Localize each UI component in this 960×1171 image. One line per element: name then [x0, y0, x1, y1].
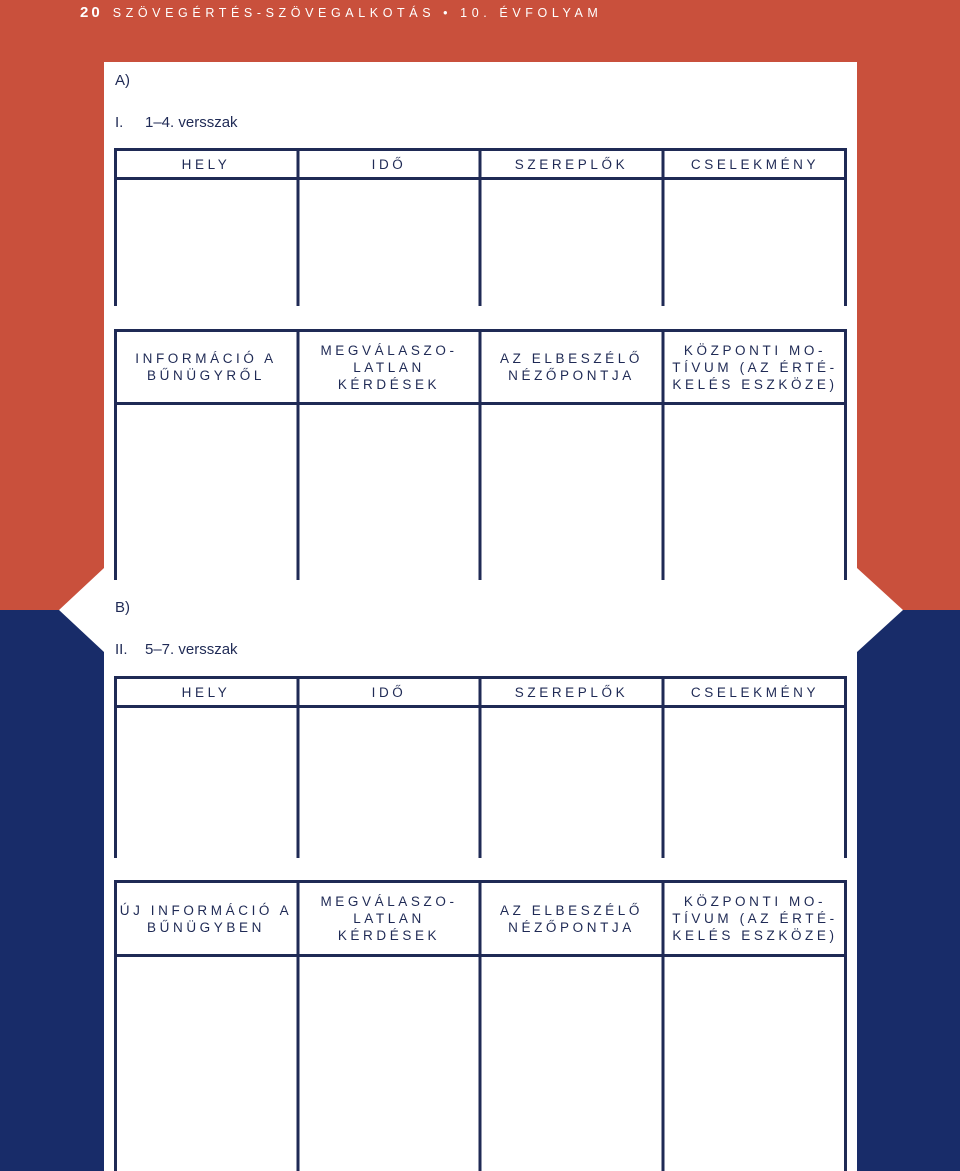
table-header-row: [114, 676, 847, 708]
analysis-table-b: [114, 880, 847, 1171]
section-b-label: B): [115, 599, 130, 616]
column-header-narrator-viewpoint: AZ ELBESZÉLŐ NÉZŐPONTJA: [500, 351, 643, 383]
column-header-crime-info: INFORMÁCIÓ A BŰNÜGYRŐL: [135, 351, 277, 383]
column-header-unanswered-questions: MEGVÁLASZO-LATLAN KÉRDÉSEK: [320, 894, 458, 943]
column-header-narrator-viewpoint: AZ ELBESZÉLŐ NÉZŐPONTJA: [500, 902, 643, 935]
column-header-place: HELY: [181, 156, 231, 172]
column-header-plot: CSELEKMÉNY: [690, 156, 820, 172]
column-header-time: IDŐ: [371, 156, 407, 172]
part-number: I.: [115, 114, 124, 131]
page-number: 20: [80, 4, 103, 21]
column-header-plot: CSELEKMÉNY: [690, 684, 820, 700]
table-header-row: [114, 880, 847, 957]
story-elements-table-a: [114, 148, 847, 306]
column-header-place: HELY: [181, 684, 231, 700]
section-a-label: A): [115, 72, 130, 89]
part-number: II.: [115, 641, 128, 658]
table-header-row: [114, 148, 847, 180]
column-header-characters: SZEREPLŐK: [514, 156, 629, 172]
story-elements-table-b: [114, 676, 847, 858]
column-header-unanswered-questions: MEGVÁLASZO-LATLAN KÉRDÉSEK: [320, 342, 458, 392]
part-title: 5–7. versszak: [145, 641, 238, 658]
page-header: [80, 4, 602, 22]
part-title: 1–4. versszak: [145, 114, 238, 131]
column-header-central-motif: KÖZPONTI MO-TÍVUM (AZ ÉRTÉ-KELÉS ESZKÖZE): [672, 342, 838, 392]
section-b-part: [115, 640, 238, 660]
grade-label: 10. ÉVFOLYAM: [460, 6, 603, 20]
column-header-time: IDŐ: [371, 684, 407, 700]
table-header-row: [114, 329, 847, 405]
analysis-table-a: [114, 329, 847, 580]
header-bullet: •: [443, 6, 453, 20]
column-header-central-motif: KÖZPONTI MO-TÍVUM (AZ ÉRTÉ-KELÉS ESZKÖZE): [672, 894, 838, 943]
column-header-new-crime-info: ÚJ INFORMÁCIÓ A BŰNÜGYBEN: [119, 902, 293, 935]
subject-title: SZÖVEGÉRTÉS-SZÖVEGALKOTÁS: [112, 6, 436, 20]
section-a-part: [115, 113, 238, 133]
column-header-characters: SZEREPLŐK: [514, 684, 629, 700]
